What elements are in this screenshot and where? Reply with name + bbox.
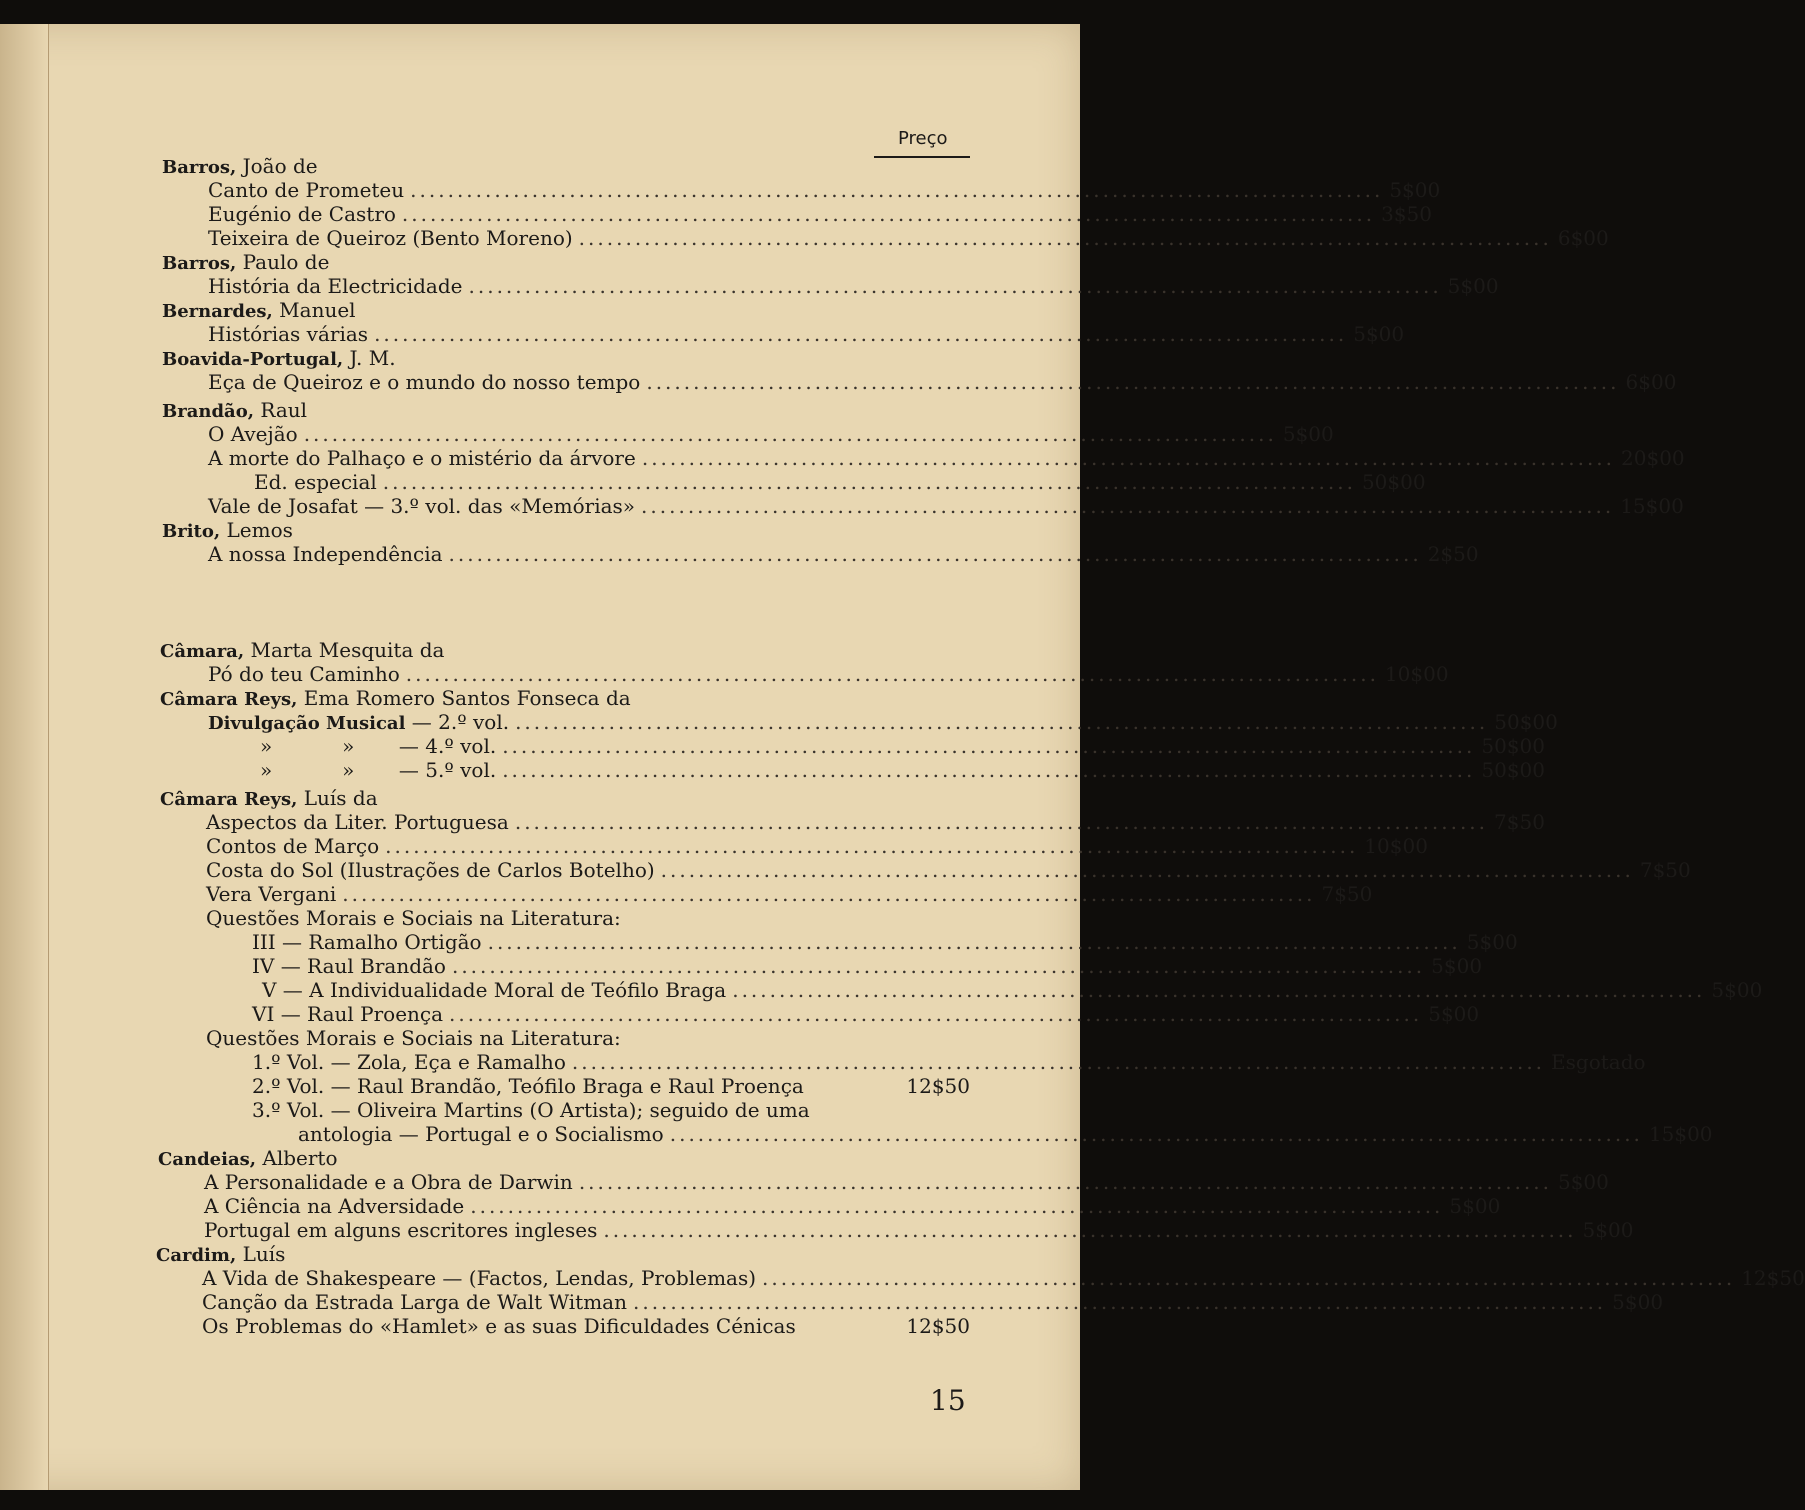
author-cardim: Cardim, Luís bbox=[156, 1242, 286, 1266]
book-entry: A Personalidade e a Obra de Darwin ........................................................................................................ 5$00 bbox=[204, 1170, 1609, 1194]
price: 7$50 bbox=[1494, 810, 1545, 834]
price: 2$50 bbox=[1427, 542, 1479, 566]
author-barros-paulo: Barros, Paulo de bbox=[162, 250, 330, 274]
price: 15$00 bbox=[1620, 494, 1684, 518]
book-entry-continued: 3.º Vol. — Oliveira Martins (O Artista); seguido de uma bbox=[252, 1098, 810, 1122]
price: 50$00 bbox=[1361, 470, 1426, 494]
price: 7$50 bbox=[1639, 858, 1691, 882]
author-brito: Brito, Lemos bbox=[162, 518, 293, 542]
book-entry: O Avejão ........................................................................................................ 5$00 bbox=[208, 422, 1334, 446]
book-entry: Aspectos da Liter. Portuguesa ........................................................................................................ 7$50 bbox=[206, 810, 1545, 834]
price: 10$00 bbox=[1384, 662, 1449, 686]
price: 20$00 bbox=[1621, 446, 1685, 470]
book-entry: Pó do teu Caminho ........................................................................................................ 10$00 bbox=[208, 662, 1449, 686]
book-entry: » » — 5.º vol. ........................................................................................................ 50$00 bbox=[260, 758, 1545, 782]
price: 5$00 bbox=[1582, 1218, 1634, 1242]
book-entry: A Vida de Shakespeare — (Factos, Lendas, Problemas) ........................................................................................................ 12$50 bbox=[202, 1266, 1805, 1290]
book-entry: III — Ramalho Ortigão ........................................................................................................ 5$00 bbox=[252, 930, 1518, 954]
book-entry: Vale de Josafat — 3.º vol. das «Memórias» ........................................................................................................ 15$00 bbox=[208, 494, 1684, 518]
book-entry: Contos de Março ........................................................................................................ 10$00 bbox=[206, 834, 1428, 858]
book-entry: História da Electricidade ........................................................................................................ 5$00 bbox=[208, 274, 1499, 298]
book-entry: Eça de Queiroz e o mundo do nosso tempo ........................................................................................................ 6$00 bbox=[208, 370, 1677, 394]
author-brandao: Brandão, Raul bbox=[162, 398, 308, 422]
book-entry: » » — 4.º vol. ........................................................................................................ 50$00 bbox=[260, 734, 1545, 758]
book-entry: Canção da Estrada Larga de Walt Witman ........................................................................................................ 5$00 bbox=[202, 1290, 1664, 1314]
price: 5$00 bbox=[1466, 930, 1518, 954]
book-entry: 1.º Vol. — Zola, Eça e Ramalho ........................................................................................................ Esgotado bbox=[252, 1050, 1646, 1074]
price-column-header: Preço bbox=[898, 128, 948, 149]
book-entry: Canto de Prometeu ........................................................................................................ 5$00 bbox=[208, 178, 1441, 202]
book-entry: Costa do Sol (Ilustrações de Carlos Botelho) ........................................................................................................ 7$50 bbox=[206, 858, 1691, 882]
price: Esgotado bbox=[1551, 1050, 1646, 1074]
price: 5$00 bbox=[1389, 178, 1441, 202]
book-entry: IV — Raul Brandão ........................................................................................................ 5$00 bbox=[252, 954, 1483, 978]
page-gutter bbox=[0, 24, 49, 1490]
book-entry: A Ciência na Adversidade ........................................................................................................ 5$00 bbox=[204, 1194, 1501, 1218]
price: 6$00 bbox=[1625, 370, 1677, 394]
price: 5$00 bbox=[1612, 1290, 1664, 1314]
series-heading: Questões Morais e Sociais na Literatura: bbox=[206, 1026, 621, 1050]
price: 3$50 bbox=[1381, 202, 1432, 226]
price: 5$00 bbox=[1431, 954, 1483, 978]
author-barros-joao: Barros, João de bbox=[162, 154, 318, 178]
price: 5$00 bbox=[1449, 1194, 1501, 1218]
book-entry: 2.º Vol. — Raul Brandão, Teófilo Braga e Raul Proença 12$50 bbox=[252, 1074, 970, 1098]
author-camara-luis: Câmara Reys, Luís da bbox=[160, 786, 378, 810]
book-entry: V — A Individualidade Moral de Teófilo Braga ........................................................................................................ 5$00 bbox=[262, 978, 1763, 1002]
price: 5$00 bbox=[1353, 322, 1405, 346]
price: 50$00 bbox=[1481, 734, 1545, 758]
page-number: 15 bbox=[930, 1384, 966, 1417]
book-entry: VI — Raul Proença ........................................................................................................ 5$00 bbox=[252, 1002, 1480, 1026]
author-boavida: Boavida-Portugal, J. M. bbox=[162, 346, 396, 370]
price: 5$00 bbox=[1447, 274, 1499, 298]
book-entry: Os Problemas do «Hamlet» e as suas Dificuldades Cénicas 12$50 bbox=[202, 1314, 970, 1338]
book-entry: antologia — Portugal e o Socialismo ........................................................................................................ 15$00 bbox=[298, 1122, 1713, 1146]
catalog-page bbox=[0, 24, 1805, 1490]
book-entry: Eugénio de Castro ........................................................................................................ 3$50 bbox=[208, 202, 1432, 226]
book-entry: Histórias várias ........................................................................................................ 5$00 bbox=[208, 322, 1405, 346]
price: 5$00 bbox=[1282, 422, 1334, 446]
price: 15$00 bbox=[1648, 1122, 1713, 1146]
author-candeias: Candeias, Alberto bbox=[158, 1146, 338, 1170]
book-entry: Vera Vergani ........................................................................................................ 7$50 bbox=[206, 882, 1373, 906]
price: 5$00 bbox=[1557, 1170, 1609, 1194]
price: 6$00 bbox=[1557, 226, 1609, 250]
price: 5$00 bbox=[1711, 978, 1763, 1002]
price: 12$50 bbox=[1741, 1266, 1805, 1290]
book-entry: A morte do Palhaço e o mistério da árvore ........................................................................................................ 20$00 bbox=[208, 446, 1685, 470]
price: 12$50 bbox=[906, 1074, 970, 1098]
price: 7$50 bbox=[1321, 882, 1373, 906]
book-entry: Teixeira de Queiroz (Bento Moreno) ........................................................................................................ 6$00 bbox=[208, 226, 1609, 250]
book-entry: A nossa Independência ........................................................................................................ 2$50 bbox=[208, 542, 1479, 566]
price: 50$00 bbox=[1494, 710, 1558, 734]
book-entry: Ed. especial ........................................................................................................ 50$00 bbox=[254, 470, 1426, 494]
author-camara-ema: Câmara Reys, Ema Romero Santos Fonseca da bbox=[160, 686, 631, 710]
author-bernardes: Bernardes, Manuel bbox=[162, 298, 356, 322]
book-entry: Portugal em alguns escritores ingleses ........................................................................................................ 5$00 bbox=[204, 1218, 1634, 1242]
author-camara-marta: Câmara, Marta Mesquita da bbox=[160, 638, 445, 662]
price: 12$50 bbox=[906, 1314, 970, 1338]
price: 10$00 bbox=[1364, 834, 1428, 858]
price: 50$00 bbox=[1481, 758, 1545, 782]
series-heading: Questões Morais e Sociais na Literatura: bbox=[206, 906, 621, 930]
book-entry: Divulgação Musical — 2.º vol. ........................................................................................................ 50$00 bbox=[208, 710, 1558, 734]
price: 5$00 bbox=[1428, 1002, 1480, 1026]
